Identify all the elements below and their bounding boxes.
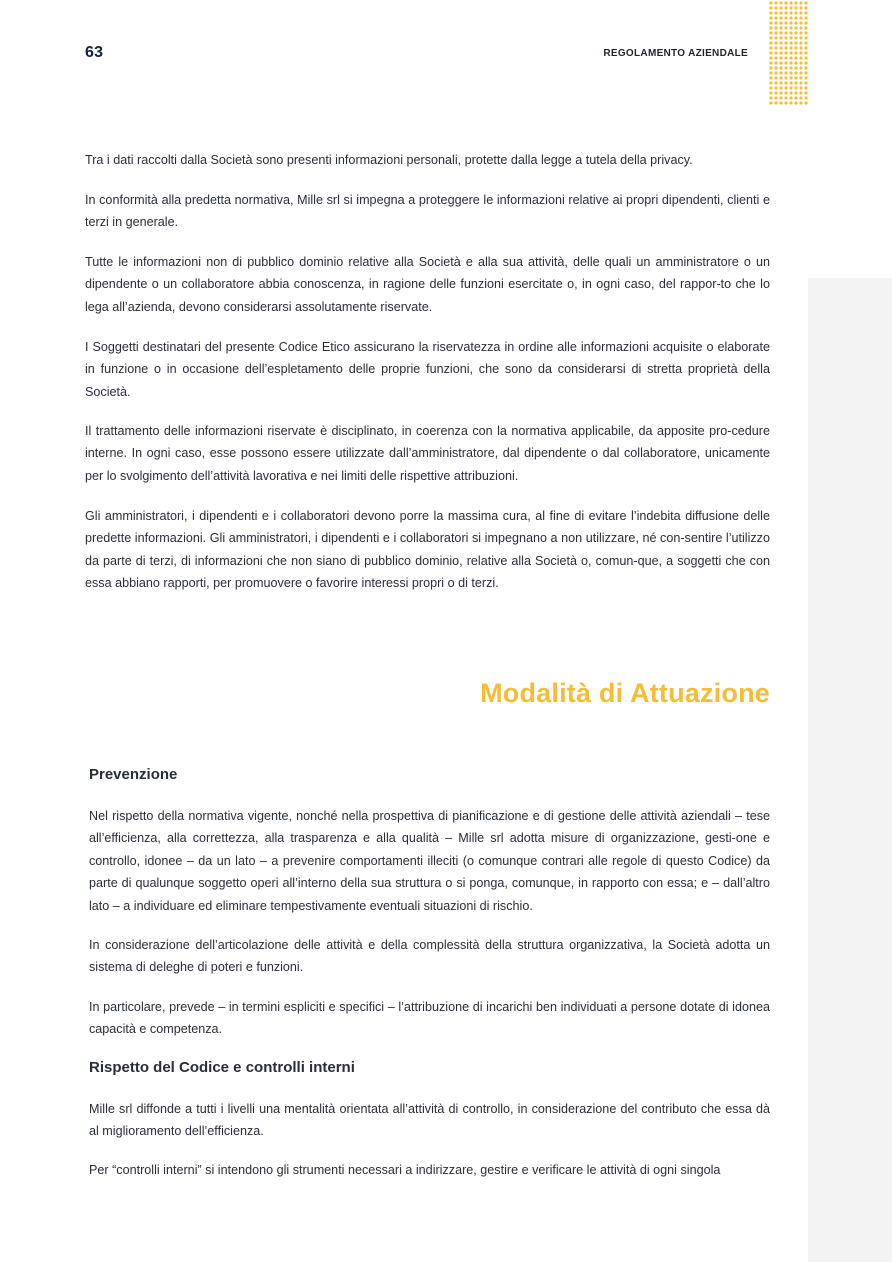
dot [784, 6, 787, 9]
dot [804, 76, 807, 79]
dot [799, 41, 802, 44]
dot [774, 86, 777, 89]
dot [769, 81, 772, 84]
dot [774, 6, 777, 9]
dot [769, 86, 772, 89]
dot [774, 61, 777, 64]
dot [779, 56, 782, 59]
dot [779, 26, 782, 29]
section-title: Modalità di Attuazione [480, 678, 770, 708]
dot [779, 71, 782, 74]
dot [794, 51, 797, 54]
dot [804, 1, 807, 4]
dot [794, 1, 797, 4]
dot [794, 96, 797, 99]
dot [789, 101, 792, 104]
paragraph: Nel rispetto della normativa vigente, nonché nella prospettiva di pianificazione e di gestione delle attività aziendali – tese all’efficienza, alla correttezza, alla trasparenza e alla qualità – Mille srl adotta misure di organizzazione, gesti-one e controllo, idonee – da un lato – a prevenire comportamenti illeciti (o comunque contrari alle regole di questo Codice) da parte di qualunque soggetto operi all’interno della sua struttura o si ponga, comunque, in rapporto con essa; e – dall’altro lato – a individuare ed eliminare tempestivamente eventuali situazioni di rischio. [89, 809, 770, 913]
dot [784, 41, 787, 44]
dot [784, 71, 787, 74]
dot [774, 51, 777, 54]
paragraph: I Soggetti destinatari del presente Codice Etico assicurano la riservatezza in ordine alle informazioni acquisite o elaborate in funzione o in occasione dell’espletamento delle proprie funzioni, che sono da considerarsi di stretta proprietà della Società. [85, 340, 770, 399]
dot [789, 11, 792, 14]
dot [779, 36, 782, 39]
dot [789, 86, 792, 89]
dot [799, 66, 802, 69]
dot [799, 86, 802, 89]
dot [784, 96, 787, 99]
dot [779, 76, 782, 79]
dot [794, 61, 797, 64]
dot [804, 31, 807, 34]
dot [784, 21, 787, 24]
dot [804, 66, 807, 69]
dot [779, 101, 782, 104]
dot [769, 91, 772, 94]
dot [769, 31, 772, 34]
dot [804, 86, 807, 89]
dot [779, 41, 782, 44]
dot [804, 101, 807, 104]
dot [789, 76, 792, 79]
dot [794, 31, 797, 34]
running-header: REGOLAMENTO AZIENDALE [603, 48, 748, 59]
dot [769, 66, 772, 69]
dot [789, 71, 792, 74]
dot [794, 36, 797, 39]
dot [769, 41, 772, 44]
page-number: 63 [85, 44, 104, 61]
dot [784, 61, 787, 64]
dot [784, 56, 787, 59]
dot [799, 16, 802, 19]
dot [804, 81, 807, 84]
dot [784, 31, 787, 34]
dot [794, 21, 797, 24]
dot [794, 86, 797, 89]
side-panel [808, 278, 892, 1262]
dot [779, 1, 782, 4]
paragraph: Tra i dati raccolti dalla Società sono presenti informazioni personali, protette dalla legge a tutela della privacy. [85, 153, 693, 167]
dot [799, 31, 802, 34]
dot [784, 66, 787, 69]
dot [794, 76, 797, 79]
dot [769, 36, 772, 39]
dot [789, 21, 792, 24]
paragraph: In particolare, prevede – in termini espliciti e specifici – l’attribuzione di incarichi ben individuati a persone dotate di idonea capacità e competenza. [89, 1000, 770, 1037]
dot [804, 6, 807, 9]
dot [804, 61, 807, 64]
dot [789, 66, 792, 69]
dot [774, 31, 777, 34]
dot [779, 11, 782, 14]
dot [769, 56, 772, 59]
dot [774, 1, 777, 4]
dot [789, 91, 792, 94]
dot [779, 96, 782, 99]
dot [774, 81, 777, 84]
dot [794, 81, 797, 84]
dot [769, 96, 772, 99]
dot [804, 11, 807, 14]
decorative-dot-grid [769, 1, 809, 107]
dot [774, 26, 777, 29]
dot [794, 6, 797, 9]
dot [789, 96, 792, 99]
dot [774, 101, 777, 104]
paragraph: Mille srl diffonde a tutti i livelli una mentalità orientata all’attività di controllo, in considerazione del contributo che essa dà al miglioramento dell’efficienza. [89, 1102, 770, 1139]
dot [799, 26, 802, 29]
dot [779, 51, 782, 54]
dot [799, 76, 802, 79]
dot [779, 46, 782, 49]
dot [779, 66, 782, 69]
dot [769, 61, 772, 64]
paragraph: Gli amministratori, i dipendenti e i collaboratori devono porre la massima cura, al fine di evitare l’indebita diffusione delle predette informazioni. Gli amministratori, i dipendenti e i collaboratori si impegnano a non utilizzare, né con-sentire l’utilizzo da parte di terzi, di informazioni che non siano di pubblico dominio, relative alla Società o, comun-que, a soggetti che con essa abbiano rapporti, per promuovere o favorire interessi propri o di terzi. [85, 509, 770, 591]
dot [794, 101, 797, 104]
dot [769, 101, 772, 104]
dot [784, 16, 787, 19]
dot [769, 46, 772, 49]
dot [804, 46, 807, 49]
dot [779, 21, 782, 24]
dot [774, 41, 777, 44]
dot [789, 51, 792, 54]
paragraph: Il trattamento delle informazioni riservate è disciplinato, in coerenza con la normativa applicabile, da apposite pro-cedure interne. In ogni caso, esse possono essere utilizzate dall’amministratore, dal dipendente o dal collaboratore, unicamente per lo svolgimento dell’attività lavorativa e nei limiti delle rispettive attribuzioni. [85, 424, 770, 483]
dot [779, 6, 782, 9]
dot [799, 101, 802, 104]
dot [804, 96, 807, 99]
dot [794, 11, 797, 14]
dot [804, 56, 807, 59]
dot [769, 76, 772, 79]
dot [794, 66, 797, 69]
dot [774, 96, 777, 99]
dot [784, 1, 787, 4]
dot [789, 46, 792, 49]
dot [804, 26, 807, 29]
dot [784, 91, 787, 94]
dot [774, 16, 777, 19]
dot [794, 16, 797, 19]
dot [799, 1, 802, 4]
dot [794, 41, 797, 44]
dot [804, 21, 807, 24]
dot [804, 41, 807, 44]
dot [784, 11, 787, 14]
dot [789, 31, 792, 34]
dot [789, 16, 792, 19]
dot [779, 86, 782, 89]
dot [789, 1, 792, 4]
dot [769, 26, 772, 29]
dot [804, 91, 807, 94]
dot [804, 36, 807, 39]
dot [799, 6, 802, 9]
dot [784, 86, 787, 89]
dot [779, 81, 782, 84]
dot [794, 91, 797, 94]
dot [774, 71, 777, 74]
subsection-heading-prevention: Prevenzione [89, 766, 178, 783]
dot [794, 71, 797, 74]
dot [774, 66, 777, 69]
dot [774, 76, 777, 79]
dot [779, 91, 782, 94]
dot [799, 11, 802, 14]
paragraph: In considerazione dell’articolazione delle attività e della complessità della struttura organizzativa, la Società adotta un sistema di deleghe di poteri e funzioni. [89, 938, 770, 975]
subsection-heading-controls: Rispetto del Codice e controlli interni [89, 1059, 355, 1076]
dot [769, 51, 772, 54]
dot [789, 61, 792, 64]
dot [789, 56, 792, 59]
dot [799, 61, 802, 64]
paragraph: Tutte le informazioni non di pubblico dominio relative alla Società e alla sua attività, delle quali un amministratore o un dipendente o un collaboratore abbia conoscenza, in ragione delle funzioni esercitate o, in ogni caso, del rappor-to che lo lega all’azienda, devono considerarsi assolutamente riservate. [85, 255, 770, 314]
paragraph: In conformità alla predetta normativa, Mille srl si impegna a proteggere le informazioni relative ai propri dipendenti, clienti e terzi in generale. [85, 193, 770, 230]
dot [784, 76, 787, 79]
dot [799, 91, 802, 94]
dot [769, 11, 772, 14]
dot [779, 61, 782, 64]
dot [789, 26, 792, 29]
dot [774, 46, 777, 49]
dot [789, 36, 792, 39]
dot [794, 56, 797, 59]
dot [799, 81, 802, 84]
dot [769, 16, 772, 19]
dot [799, 21, 802, 24]
dot [804, 71, 807, 74]
dot [799, 71, 802, 74]
dot [774, 21, 777, 24]
dot [804, 16, 807, 19]
dot [779, 31, 782, 34]
dot [769, 1, 772, 4]
dot [789, 41, 792, 44]
dot [804, 51, 807, 54]
dot [794, 46, 797, 49]
dot [774, 91, 777, 94]
dot [769, 71, 772, 74]
dot [784, 51, 787, 54]
dot [784, 26, 787, 29]
dot [799, 46, 802, 49]
dot [774, 11, 777, 14]
dot [774, 56, 777, 59]
dot [784, 81, 787, 84]
dot [769, 21, 772, 24]
dot [799, 51, 802, 54]
dot [789, 81, 792, 84]
dot [769, 6, 772, 9]
dot [799, 96, 802, 99]
dot [779, 16, 782, 19]
dot [799, 56, 802, 59]
dot [784, 46, 787, 49]
paragraph: Per “controlli interni” si intendono gli strumenti necessari a indirizzare, gestire e verificare le attività di ogni singola [89, 1163, 721, 1177]
dot [784, 36, 787, 39]
dot [774, 36, 777, 39]
dot [799, 36, 802, 39]
dot [789, 6, 792, 9]
dot [784, 101, 787, 104]
dot [794, 26, 797, 29]
